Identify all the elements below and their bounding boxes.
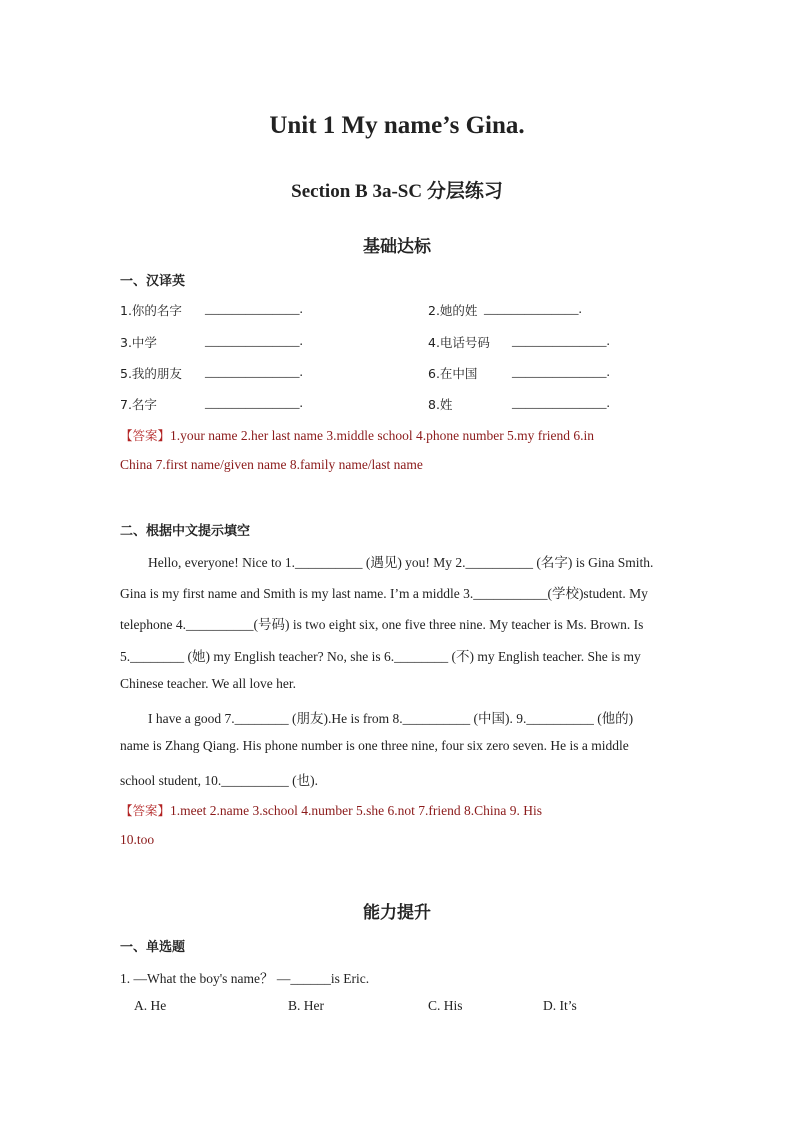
level-heading-advanced: 能力提升: [363, 903, 431, 923]
answer-text: China 7.first name/given name 8.family name/last name: [120, 457, 423, 472]
answer-blank[interactable]: ______________.: [512, 364, 610, 379]
document-title: Unit 1 My name’s Gina.: [269, 112, 525, 139]
answer-text: 1.your name 2.her last name 3.middle school 4.phone number 5.my friend 6.in: [170, 428, 595, 443]
passage-line: 5.________ (她) my English teacher? No, she is 6.________ (不) my English teacher. She is my: [120, 649, 641, 664]
translate-item: 8.姓: [428, 397, 453, 412]
passage-line: Hello, everyone! Nice to 1.__________ (遇见) you! My 2.__________ (名字) is Gina Smith.: [148, 555, 654, 570]
translate-item: 6.在中国: [428, 366, 478, 381]
translate-item: 1.你的名字: [120, 303, 182, 318]
question-text: 1. —What the boy's name？ —______is Eric.: [120, 971, 370, 986]
option-b[interactable]: B. Her: [288, 998, 324, 1013]
answer-blank[interactable]: ______________.: [205, 364, 303, 379]
answer-key: [120, 801, 542, 819]
answer-tag: 【答案】: [120, 428, 171, 443]
section-heading-multiple-choice: 一、单选题: [120, 940, 186, 955]
section-heading-translate: 一、汉译英: [120, 274, 186, 289]
translate-item: 2.她的姓: [428, 303, 478, 318]
passage-line: name is Zhang Qiang. His phone number is one three nine, four six zero seven. He is a middle: [120, 738, 629, 753]
answer-blank[interactable]: ______________.: [205, 395, 303, 410]
answer-blank[interactable]: ______________.: [484, 301, 582, 316]
document-subtitle: Section B 3a-SC 分层练习: [291, 181, 503, 202]
option-d[interactable]: D. It’s: [543, 998, 577, 1013]
passage-line: school student, 10.__________ (也).: [120, 773, 318, 788]
passage-line: I have a good 7.________ (朋友).He is from 8.__________ (中国). 9.__________ (他的): [148, 711, 634, 726]
translate-item: 3.中学: [120, 335, 157, 350]
answer-text: 10.too: [120, 832, 155, 847]
translate-item: 5.我的朋友: [120, 366, 182, 381]
passage-line: Chinese teacher. We all love her.: [120, 676, 296, 691]
answer-key: [120, 426, 594, 444]
answer-tag: 【答案】: [120, 803, 171, 818]
answer-blank[interactable]: ______________.: [512, 395, 610, 410]
option-c[interactable]: C. His: [428, 998, 463, 1013]
translate-item: 4.电话号码: [428, 335, 490, 350]
passage-line: Gina is my first name and Smith is my last name. I’m a middle 3.___________(学校)student. My: [120, 586, 648, 601]
answer-text: 1.meet 2.name 3.school 4.number 5.she 6.not 7.friend 8.China 9. His: [170, 803, 542, 818]
answer-blank[interactable]: ______________.: [205, 333, 303, 348]
passage-line: telephone 4.__________(号码) is two eight six, one five three nine. My teacher is Ms. Brown. Is: [120, 617, 644, 632]
translate-item: 7.名字: [120, 397, 157, 412]
answer-blank[interactable]: ______________.: [512, 333, 610, 348]
option-a[interactable]: A. He: [134, 998, 167, 1013]
answer-blank[interactable]: ______________.: [205, 301, 303, 316]
level-heading-basic: 基础达标: [363, 237, 431, 257]
section-heading-fill-blanks: 二、根据中文提示填空: [120, 524, 251, 539]
